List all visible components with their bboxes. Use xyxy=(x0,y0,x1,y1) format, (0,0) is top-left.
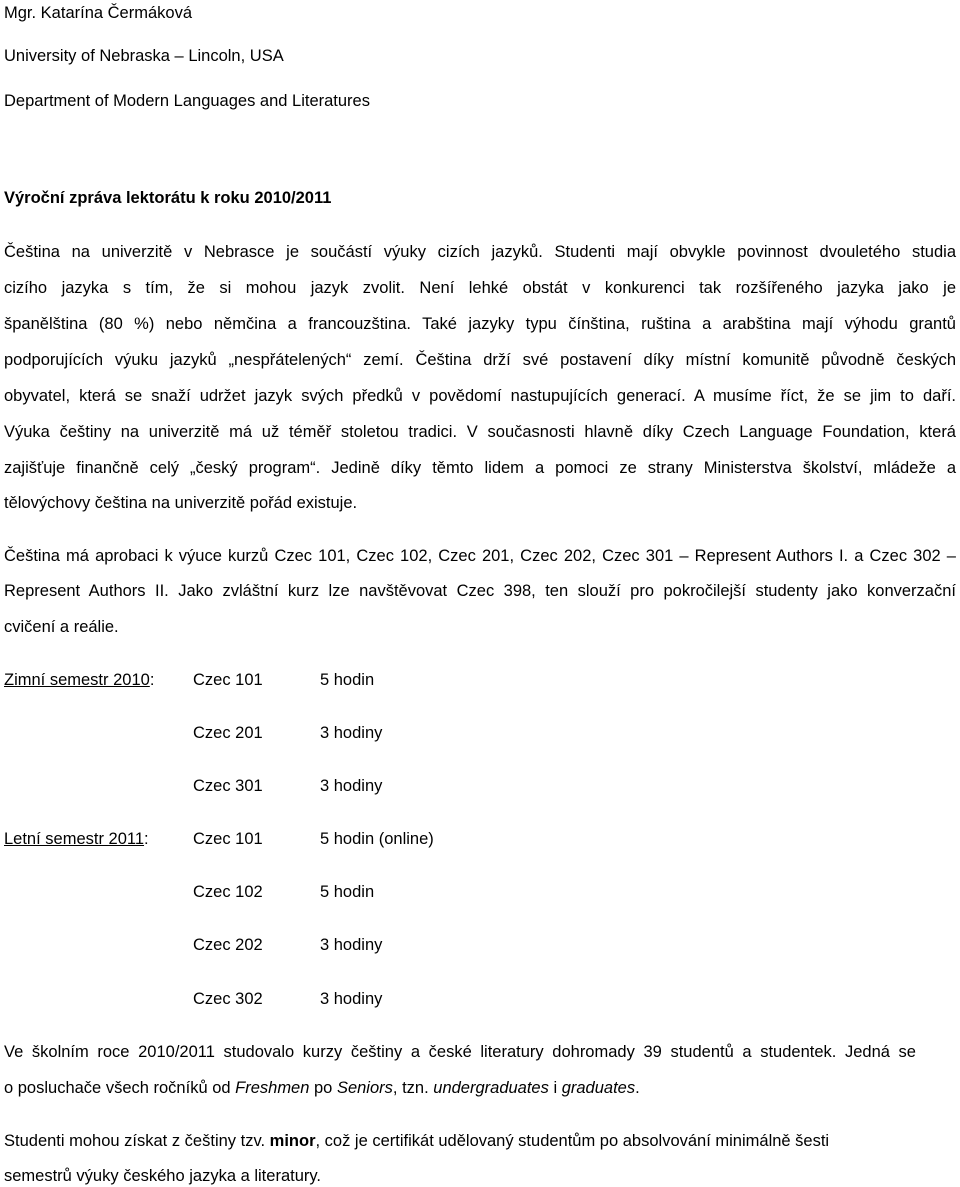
paragraph-1-line: tělovýchovy čeština na univerzitě pořád existuje. xyxy=(4,494,358,512)
paragraph-1-line: podporujících výuku jazyků „nespřátelených“ zemí. Čeština drží své postavení díky místní komunitě původně českých xyxy=(4,351,956,369)
paragraph-1-line: cizího jazyka s tím, že si mohou jazyk zvolit. Není lehké obstát v konkurenci tak rozšířeného jazyka jako je xyxy=(4,279,956,297)
paragraph-1-line: španělština (80 %) nebo němčina a francouzština. Také jazyky typu čínština, ruština a arabština mají výhodu grantů xyxy=(4,315,956,333)
summer-semester-label: Letní semestr 2011: xyxy=(4,830,149,848)
course-hours: 3 hodiny xyxy=(320,990,383,1008)
paragraph-3-line: Ve školním roce 2010/2011 studovalo kurzy češtiny a české literatury dohromady 39 studentů a studentek. Jedná se xyxy=(4,1043,916,1061)
paragraph-1-line: Výuka češtiny na univerzitě má už téměř stoletou tradici. V současnosti hlavně díky Czech Language Foundation, která xyxy=(4,423,956,441)
paragraph-1-line: obyvatel, která se snaží udržet jazyk svých předků v povědomí nastupujících generací. A musíme říct, že se jim to daří. xyxy=(4,387,956,405)
course-hours: 3 hodiny xyxy=(320,724,383,742)
course-code: Czec 101 xyxy=(193,830,263,848)
department-name: Department of Modern Languages and Literatures xyxy=(4,92,370,110)
course-hours: 5 hodin xyxy=(320,883,375,901)
paragraph-2-line: Čeština má aprobaci k výuce kurzů Czec 101, Czec 102, Czec 201, Czec 202, Czec 301 – Represent Authors I. a Czec 302 – xyxy=(4,547,956,565)
paragraph-1-line: zajišťuje finančně celý „český program“. Jedině díky těmto lidem a pomoci ze strany Ministerstva školství, mládeže a xyxy=(4,459,956,477)
course-code: Czec 202 xyxy=(193,936,263,954)
report-title: Výroční zpráva lektorátu k roku 2010/2011 xyxy=(4,189,332,207)
course-hours: 5 hodin xyxy=(320,671,375,689)
course-hours: 3 hodiny xyxy=(320,936,383,954)
course-code: Czec 102 xyxy=(193,883,263,901)
course-code: Czec 301 xyxy=(193,777,263,795)
paragraph-1-line: Čeština na univerzitě v Nebrasce je součástí výuky cizích jazyků. Studenti mají obvykle povinnost dvouletého studia xyxy=(4,243,956,261)
course-hours: 3 hodiny xyxy=(320,777,383,795)
course-hours: 5 hodin (online) xyxy=(320,830,434,848)
winter-semester-label: Zimní semestr 2010: xyxy=(4,671,155,689)
paragraph-4-line: semestrů výuky českého jazyka a literatury. xyxy=(4,1167,321,1185)
course-code: Czec 101 xyxy=(193,671,263,689)
author-name: Mgr. Katarína Čermáková xyxy=(4,4,192,22)
paragraph-4-line: Studenti mohou získat z češtiny tzv. minor, což je certifikát udělovaný studentům po absolvování minimálně šesti xyxy=(4,1132,830,1150)
paragraph-3-line: o posluchače všech ročníků od Freshmen po Seniors, tzn. undergraduates i graduates. xyxy=(4,1079,640,1097)
course-code: Czec 201 xyxy=(193,724,263,742)
course-code: Czec 302 xyxy=(193,990,263,1008)
university-name: University of Nebraska – Lincoln, USA xyxy=(4,47,284,65)
paragraph-2-line: Represent Authors II. Jako zvláštní kurz lze navštěvovat Czec 398, ten slouží pro pokročilejší studenty jako konverzační xyxy=(4,582,956,600)
paragraph-2-line: cvičení a reálie. xyxy=(4,618,119,636)
